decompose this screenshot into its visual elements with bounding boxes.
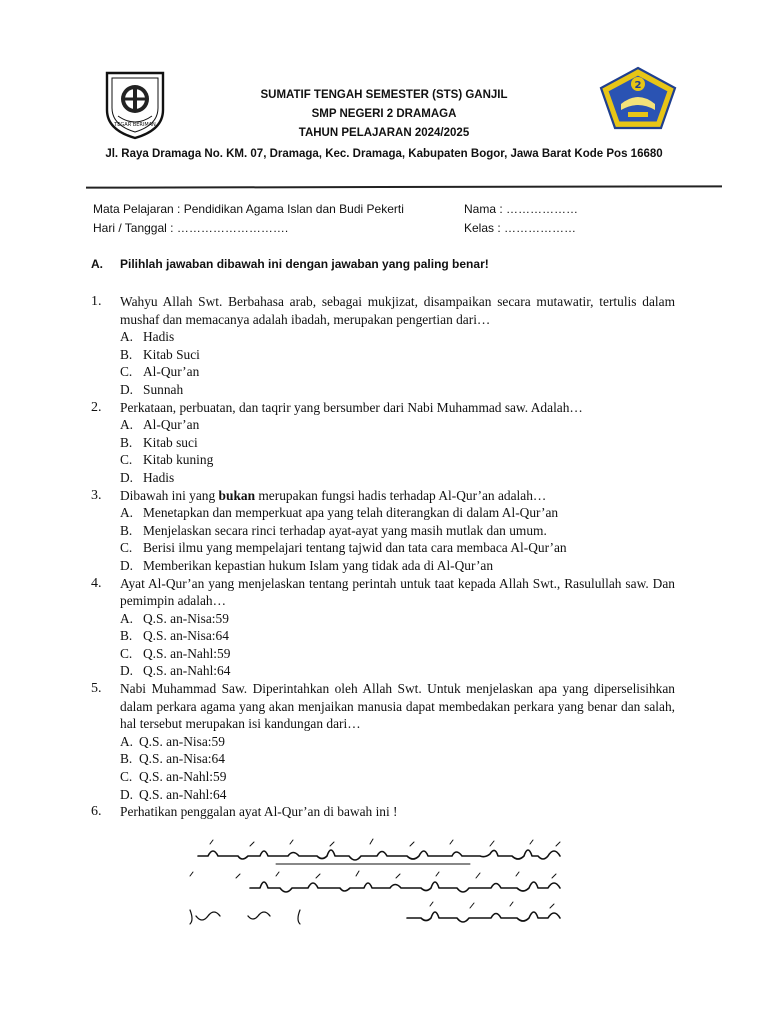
logo-motto-text: TEGAR BERIMAN <box>114 122 156 128</box>
question-number: 5. <box>91 681 102 697</box>
question-text: Perkataan, perbuatan, dan taqrir yang bersumber dari Nabi Muhammad saw. Adalah… <box>120 399 583 415</box>
option-list <box>120 733 675 803</box>
option-letter: C. <box>120 540 133 556</box>
section-heading <box>91 257 489 271</box>
option-letter: D. <box>120 381 134 397</box>
question-number: 2. <box>91 399 102 415</box>
option-b[interactable] <box>120 522 675 540</box>
option-text: Sunnah <box>143 381 184 397</box>
question-4 <box>91 575 675 681</box>
academic-year: TAHUN PELAJARAN 2024/2025 <box>298 127 470 139</box>
logo-number-text: 2 <box>634 80 642 91</box>
option-letter: A. <box>120 733 134 749</box>
question-text: Ayat Al-Qur’an yang menjelaskan tentang perintah untuk taat kepada Allah Swt., Rasulullah saw. Dan pemimpin adalah… <box>120 575 675 609</box>
option-text: Hadis <box>143 469 175 485</box>
question-text <box>120 487 675 505</box>
option-text: Q.S. an-Nahl:59 <box>143 645 231 661</box>
header-divider <box>86 185 722 188</box>
question-6 <box>91 803 675 821</box>
option-d[interactable] <box>120 381 675 399</box>
option-c[interactable] <box>120 451 675 469</box>
question-number: 1. <box>91 294 102 309</box>
option-letter: C. <box>120 452 133 468</box>
option-text: Hadis <box>143 329 175 345</box>
option-d[interactable] <box>120 469 675 487</box>
school-address: Jl. Raya Dramaga No. KM. 07, Dramaga, Kec. Dramaga, Kabupaten Bogor, Jawa Barat Kode Pos 16680 <box>105 148 663 160</box>
option-d[interactable] <box>120 557 675 575</box>
class-field: Kelas : ……………… <box>464 221 577 235</box>
option-list <box>120 416 675 486</box>
school-name: SMP NEGERI 2 DRAMAGA <box>311 108 457 120</box>
question-emphasis: bukan <box>218 487 256 503</box>
section-letter: A. <box>91 257 103 271</box>
option-letter: C. <box>120 645 133 661</box>
section-instruction: Pilihlah jawaban dibawah ini dengan jawaban yang paling benar! <box>120 257 489 271</box>
option-letter: D. <box>120 663 134 679</box>
question-number: 6. <box>91 804 102 820</box>
option-letter: D. <box>120 469 134 485</box>
option-a[interactable] <box>120 504 675 522</box>
name-field: Nama : ……………… <box>464 202 579 216</box>
question-number: 3. <box>91 487 102 503</box>
option-a[interactable] <box>120 733 675 751</box>
option-b[interactable] <box>120 750 675 768</box>
subject-field: Mata Pelajaran : Pendidikan Agama Islan dan Budi Pekerti <box>93 202 404 216</box>
option-b[interactable] <box>120 346 675 364</box>
option-c[interactable] <box>120 363 675 381</box>
option-c[interactable] <box>120 768 675 786</box>
question-text: Nabi Muhammad Saw. Diperintahkan oleh Allah Swt. Untuk menjelaskan apa yang diperselisihkan dalam perkara agama yang akan menjaikan manusia dapat membedakan perkara yang benar dan salah, hal tersebut merupakan isi kandungan dari… <box>120 681 675 732</box>
option-letter: A. <box>120 610 134 626</box>
option-text: Menetapkan dan memperkuat apa yang telah diterangkan di dalam Al-Qur’an <box>143 505 559 521</box>
option-letter: B. <box>120 522 133 538</box>
option-text: Q.S. an-Nisa:64 <box>143 628 229 644</box>
option-b[interactable] <box>120 434 675 452</box>
question-2 <box>91 399 675 487</box>
question-text: Perhatikan penggalan ayat Al-Qur’an di bawah ini ! <box>120 804 398 820</box>
option-list <box>120 328 675 398</box>
option-text: Q.S. an-Nahl:64 <box>139 786 227 802</box>
option-c[interactable] <box>120 645 675 663</box>
option-letter: C. <box>120 769 133 785</box>
option-letter: B. <box>120 628 133 644</box>
option-letter: C. <box>120 364 133 380</box>
option-text: Berisi ilmu yang mempelajari tentang tajwid dan tata cara membaca Al-Qur’an <box>143 540 567 556</box>
option-letter: B. <box>120 434 133 450</box>
quran-verse-image <box>160 834 576 930</box>
option-text: Q.S. an-Nisa:59 <box>139 733 225 749</box>
option-d[interactable] <box>120 662 675 680</box>
option-text: Q.S. an-Nahl:59 <box>139 769 227 785</box>
option-text: Al-Qur’an <box>143 364 200 380</box>
option-c[interactable] <box>120 539 675 557</box>
option-d[interactable] <box>120 786 675 804</box>
option-letter: B. <box>120 346 133 362</box>
date-field: Hari / Tanggal : ………………………. <box>93 221 289 235</box>
option-letter: A. <box>120 329 134 345</box>
exam-title: SUMATIF TENGAH SEMESTER (STS) GANJIL <box>260 89 508 101</box>
option-letter: A. <box>120 417 134 433</box>
option-a[interactable] <box>120 610 675 628</box>
option-text: Memberikan kepastian hukum Islam yang tidak ada di Al-Qur’an <box>143 557 494 573</box>
question-5 <box>91 680 675 803</box>
option-a[interactable] <box>120 416 675 434</box>
option-letter: D. <box>120 557 134 573</box>
question-1 <box>91 293 675 399</box>
option-text: Kitab suci <box>143 434 198 450</box>
option-a[interactable] <box>120 328 675 346</box>
question-text-part: merupakan fungsi hadis terhadap Al-Qur’an adalah… <box>255 487 547 503</box>
question-text: Wahyu Allah Swt. Berbahasa arab, sebagai mukjizat, disampaikan secara mutawatir, tertulis dalam mushaf dan memacanya adalah ibadah, merupakan pengertian dari… <box>120 294 675 327</box>
option-text: Kitab kuning <box>143 452 214 468</box>
question-text-part: Dibawah ini yang <box>120 487 219 503</box>
option-text: Kitab Suci <box>143 346 200 362</box>
option-text: Q.S. an-Nisa:59 <box>143 610 229 626</box>
option-letter: B. <box>120 751 133 767</box>
option-text: Al-Qur’an <box>143 417 200 433</box>
option-letter: A. <box>120 505 134 521</box>
option-b[interactable] <box>120 627 675 645</box>
option-text: Q.S. an-Nisa:64 <box>139 751 225 767</box>
option-list <box>120 610 675 680</box>
question-list <box>91 293 675 821</box>
option-text: Q.S. an-Nahl:64 <box>143 663 231 679</box>
option-list <box>120 504 675 574</box>
question-number: 4. <box>91 575 102 591</box>
option-letter: D. <box>120 786 134 802</box>
question-3 <box>91 487 675 575</box>
option-text: Menjelaskan secara rinci terhadap ayat-ayat yang masih mutlak dan umum. <box>143 522 547 538</box>
